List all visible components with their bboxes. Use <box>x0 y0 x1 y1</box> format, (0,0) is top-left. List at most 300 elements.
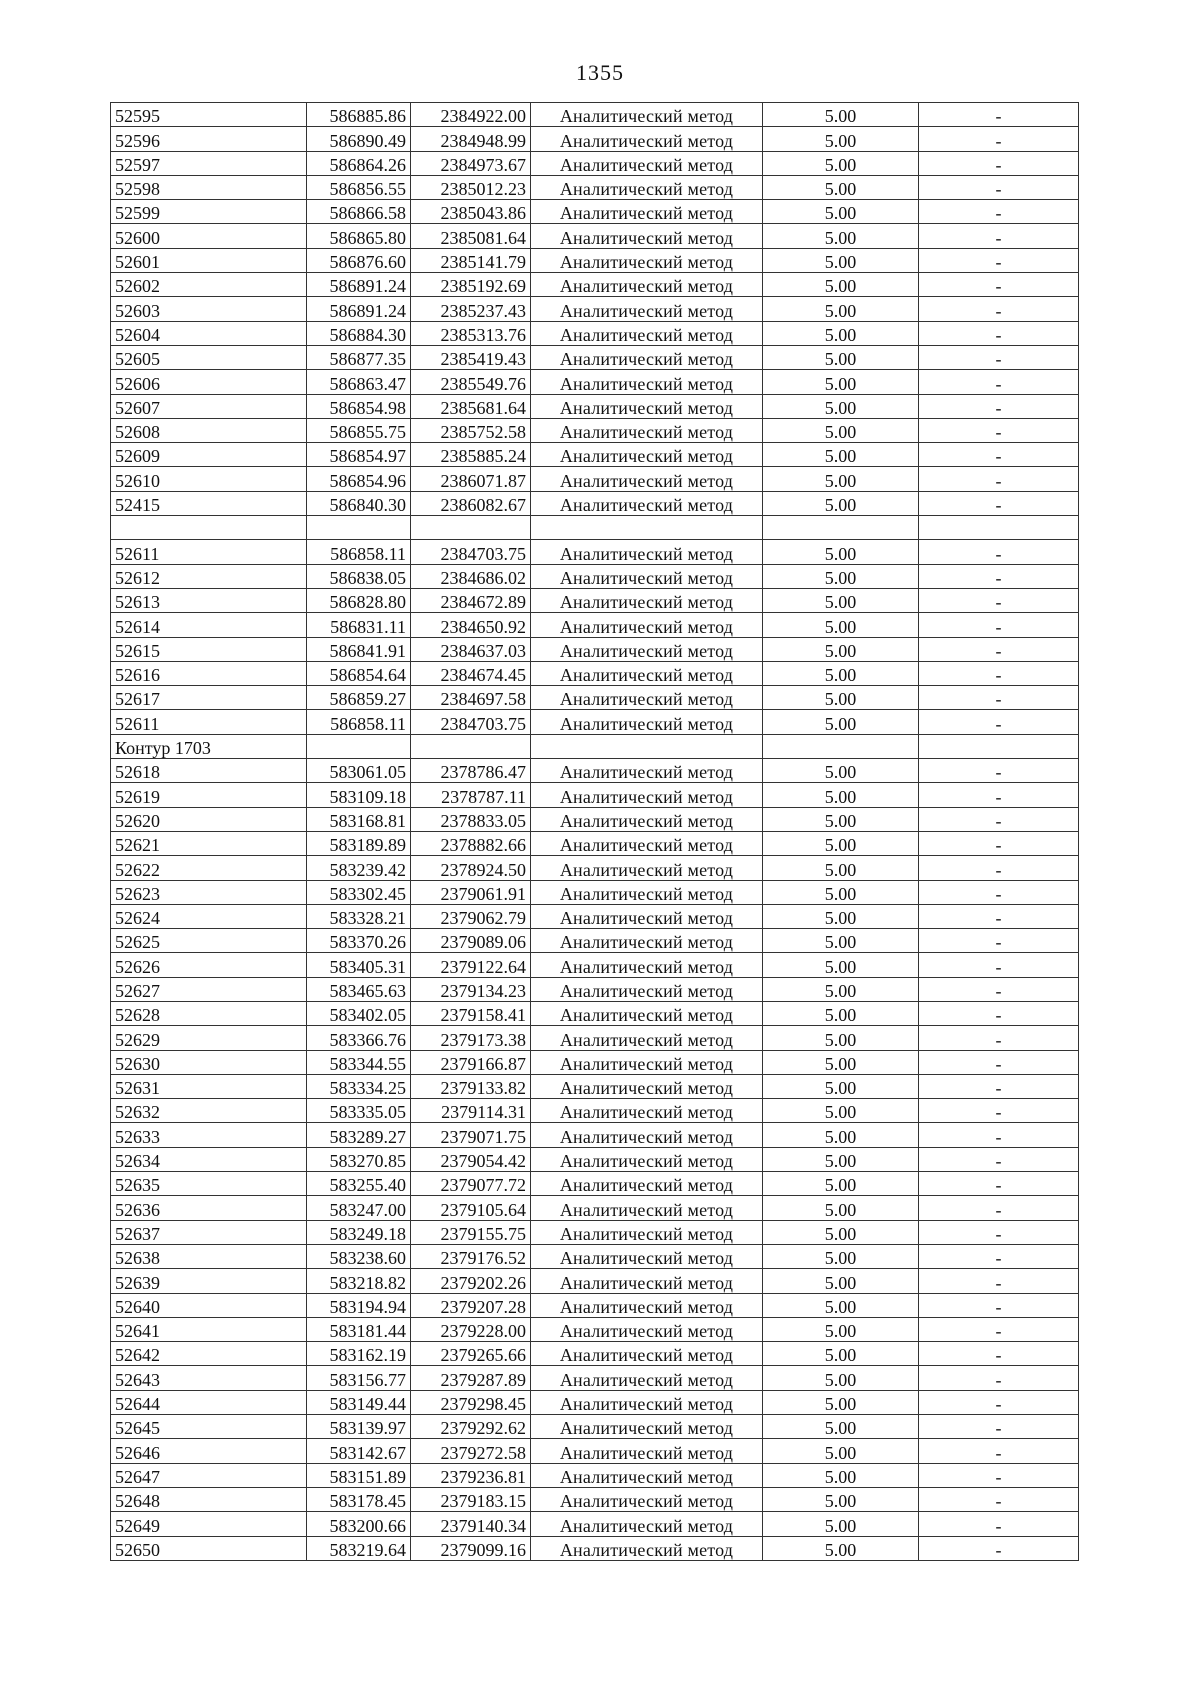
point-number-cell: 52634 <box>111 1147 307 1171</box>
x-coordinate-cell: 583218.82 <box>307 1269 411 1293</box>
note-cell: - <box>919 1512 1079 1536</box>
x-coordinate-cell: 583162.19 <box>307 1342 411 1366</box>
point-number-cell: 52641 <box>111 1317 307 1341</box>
x-coordinate-cell: 583344.55 <box>307 1050 411 1074</box>
note-cell: - <box>919 1536 1079 1560</box>
point-number-cell: 52595 <box>111 103 307 127</box>
y-coordinate-cell: 2379272.58 <box>411 1439 531 1463</box>
table-row <box>111 1001 1079 1025</box>
x-coordinate-cell: 586854.97 <box>307 443 411 467</box>
table-row <box>111 540 1079 564</box>
y-coordinate-cell: 2379158.41 <box>411 1001 531 1025</box>
x-coordinate-cell: 586865.80 <box>307 224 411 248</box>
method-cell <box>531 516 763 540</box>
x-coordinate-cell: 583181.44 <box>307 1317 411 1341</box>
note-cell: - <box>919 103 1079 127</box>
y-coordinate-cell: 2384637.03 <box>411 637 531 661</box>
point-number-cell: 52646 <box>111 1439 307 1463</box>
table-row <box>111 1099 1079 1123</box>
x-coordinate-cell: 583328.21 <box>307 904 411 928</box>
table-row <box>111 248 1079 272</box>
accuracy-cell: 5.00 <box>763 613 919 637</box>
accuracy-cell: 5.00 <box>763 637 919 661</box>
y-coordinate-cell: 2379228.00 <box>411 1317 531 1341</box>
method-cell: Аналитический метод <box>531 929 763 953</box>
note-cell: - <box>919 1293 1079 1317</box>
point-number-cell: 52626 <box>111 953 307 977</box>
x-coordinate-cell: 586858.11 <box>307 540 411 564</box>
table-row <box>111 1123 1079 1147</box>
method-cell: Аналитический метод <box>531 1463 763 1487</box>
note-cell: - <box>919 637 1079 661</box>
x-coordinate-cell: 583289.27 <box>307 1123 411 1147</box>
point-number-cell: 52638 <box>111 1244 307 1268</box>
note-cell: - <box>919 467 1079 491</box>
table-row <box>111 1317 1079 1341</box>
accuracy-cell: 5.00 <box>763 1001 919 1025</box>
point-number-cell: 52415 <box>111 491 307 515</box>
method-cell: Аналитический метод <box>531 1536 763 1560</box>
y-coordinate-cell: 2379133.82 <box>411 1074 531 1098</box>
y-coordinate-cell: 2385549.76 <box>411 370 531 394</box>
point-number-cell: 52629 <box>111 1026 307 1050</box>
x-coordinate-cell: 583249.18 <box>307 1220 411 1244</box>
accuracy-cell: 5.00 <box>763 1147 919 1171</box>
accuracy-cell: 5.00 <box>763 1487 919 1511</box>
x-coordinate-cell: 586854.98 <box>307 394 411 418</box>
method-cell: Аналитический метод <box>531 1123 763 1147</box>
point-number-cell: 52617 <box>111 686 307 710</box>
table-row <box>111 1512 1079 1536</box>
table-row <box>111 1390 1079 1414</box>
x-coordinate-cell: 583061.05 <box>307 759 411 783</box>
accuracy-cell: 5.00 <box>763 1293 919 1317</box>
y-coordinate-cell: 2386082.67 <box>411 491 531 515</box>
method-cell: Аналитический метод <box>531 394 763 418</box>
y-coordinate-cell <box>411 516 531 540</box>
x-coordinate-cell: 586859.27 <box>307 686 411 710</box>
x-coordinate-cell: 583238.60 <box>307 1244 411 1268</box>
x-coordinate-cell: 586855.75 <box>307 418 411 442</box>
x-coordinate-cell: 583247.00 <box>307 1196 411 1220</box>
y-coordinate-cell: 2379089.06 <box>411 929 531 953</box>
point-number-cell: 52642 <box>111 1342 307 1366</box>
y-coordinate-cell: 2385081.64 <box>411 224 531 248</box>
point-number-cell: 52604 <box>111 321 307 345</box>
y-coordinate-cell: 2385192.69 <box>411 273 531 297</box>
x-coordinate-cell: 586863.47 <box>307 370 411 394</box>
y-coordinate-cell: 2385012.23 <box>411 175 531 199</box>
method-cell: Аналитический метод <box>531 953 763 977</box>
table-row <box>111 175 1079 199</box>
method-cell: Аналитический метод <box>531 1317 763 1341</box>
accuracy-cell <box>763 734 919 758</box>
x-coordinate-cell: 586885.86 <box>307 103 411 127</box>
table-row <box>111 1342 1079 1366</box>
x-coordinate-cell <box>307 516 411 540</box>
point-number-cell: 52601 <box>111 248 307 272</box>
y-coordinate-cell: 2378882.66 <box>411 831 531 855</box>
x-coordinate-cell: 583334.25 <box>307 1074 411 1098</box>
x-coordinate-cell: 583178.45 <box>307 1487 411 1511</box>
accuracy-cell: 5.00 <box>763 321 919 345</box>
method-cell: Аналитический метод <box>531 661 763 685</box>
accuracy-cell: 5.00 <box>763 807 919 831</box>
method-cell: Аналитический метод <box>531 1487 763 1511</box>
table-row <box>111 1220 1079 1244</box>
table-row <box>111 1487 1079 1511</box>
note-cell: - <box>919 929 1079 953</box>
note-cell: - <box>919 224 1079 248</box>
x-coordinate-cell <box>307 734 411 758</box>
note-cell: - <box>919 491 1079 515</box>
accuracy-cell: 5.00 <box>763 564 919 588</box>
y-coordinate-cell: 2384674.45 <box>411 661 531 685</box>
note-cell: - <box>919 1147 1079 1171</box>
y-coordinate-cell: 2379207.28 <box>411 1293 531 1317</box>
accuracy-cell: 5.00 <box>763 831 919 855</box>
point-number-cell: Контур 1703 <box>111 734 307 758</box>
y-coordinate-cell: 2385313.76 <box>411 321 531 345</box>
accuracy-cell <box>763 516 919 540</box>
point-number-cell: 52623 <box>111 880 307 904</box>
accuracy-cell: 5.00 <box>763 1463 919 1487</box>
x-coordinate-cell: 586854.96 <box>307 467 411 491</box>
table-row <box>111 1366 1079 1390</box>
note-cell: - <box>919 1001 1079 1025</box>
table-row <box>111 929 1079 953</box>
y-coordinate-cell: 2384703.75 <box>411 540 531 564</box>
method-cell: Аналитический метод <box>531 710 763 734</box>
method-cell: Аналитический метод <box>531 1366 763 1390</box>
note-cell: - <box>919 345 1079 369</box>
point-number-cell: 52628 <box>111 1001 307 1025</box>
method-cell: Аналитический метод <box>531 127 763 151</box>
method-cell: Аналитический метод <box>531 200 763 224</box>
x-coordinate-cell: 583149.44 <box>307 1390 411 1414</box>
point-number-cell: 52613 <box>111 588 307 612</box>
y-coordinate-cell: 2385419.43 <box>411 345 531 369</box>
table-row <box>111 1415 1079 1439</box>
y-coordinate-cell: 2384922.00 <box>411 103 531 127</box>
method-cell: Аналитический метод <box>531 248 763 272</box>
accuracy-cell: 5.00 <box>763 1050 919 1074</box>
accuracy-cell: 5.00 <box>763 1415 919 1439</box>
table-row <box>111 1293 1079 1317</box>
table-row <box>111 418 1079 442</box>
x-coordinate-cell: 583302.45 <box>307 880 411 904</box>
y-coordinate-cell <box>411 734 531 758</box>
note-cell: - <box>919 807 1079 831</box>
method-cell: Аналитический метод <box>531 1293 763 1317</box>
x-coordinate-cell: 583465.63 <box>307 977 411 1001</box>
accuracy-cell: 5.00 <box>763 904 919 928</box>
x-coordinate-cell: 586856.55 <box>307 175 411 199</box>
note-cell: - <box>919 1269 1079 1293</box>
point-number-cell: 52632 <box>111 1099 307 1123</box>
page-number: 1355 <box>576 60 624 85</box>
point-number-cell: 52608 <box>111 418 307 442</box>
note-cell: - <box>919 200 1079 224</box>
point-number-cell: 52602 <box>111 273 307 297</box>
method-cell: Аналитический метод <box>531 103 763 127</box>
accuracy-cell: 5.00 <box>763 1244 919 1268</box>
x-coordinate-cell: 586831.11 <box>307 613 411 637</box>
table-row <box>111 491 1079 515</box>
accuracy-cell: 5.00 <box>763 856 919 880</box>
y-coordinate-cell: 2379155.75 <box>411 1220 531 1244</box>
accuracy-cell: 5.00 <box>763 1390 919 1414</box>
point-number-cell: 52637 <box>111 1220 307 1244</box>
accuracy-cell: 5.00 <box>763 759 919 783</box>
accuracy-cell: 5.00 <box>763 953 919 977</box>
method-cell: Аналитический метод <box>531 370 763 394</box>
note-cell: - <box>919 1366 1079 1390</box>
y-coordinate-cell: 2385885.24 <box>411 443 531 467</box>
accuracy-cell: 5.00 <box>763 224 919 248</box>
y-coordinate-cell: 2379140.34 <box>411 1512 531 1536</box>
method-cell: Аналитический метод <box>531 1390 763 1414</box>
point-number-cell: 52600 <box>111 224 307 248</box>
table-row <box>111 807 1079 831</box>
note-cell: - <box>919 977 1079 1001</box>
note-cell: - <box>919 273 1079 297</box>
accuracy-cell: 5.00 <box>763 783 919 807</box>
point-number-cell: 52643 <box>111 1366 307 1390</box>
x-coordinate-cell: 583151.89 <box>307 1463 411 1487</box>
point-number-cell: 52624 <box>111 904 307 928</box>
note-cell: - <box>919 953 1079 977</box>
x-coordinate-cell: 583402.05 <box>307 1001 411 1025</box>
accuracy-cell: 5.00 <box>763 686 919 710</box>
x-coordinate-cell: 586890.49 <box>307 127 411 151</box>
method-cell: Аналитический метод <box>531 297 763 321</box>
method-cell: Аналитический метод <box>531 807 763 831</box>
x-coordinate-cell: 583255.40 <box>307 1172 411 1196</box>
point-number-cell: 52615 <box>111 637 307 661</box>
x-coordinate-cell: 586866.58 <box>307 200 411 224</box>
accuracy-cell: 5.00 <box>763 1220 919 1244</box>
y-coordinate-cell: 2379062.79 <box>411 904 531 928</box>
point-number-cell: 52612 <box>111 564 307 588</box>
x-coordinate-cell: 583270.85 <box>307 1147 411 1171</box>
accuracy-cell: 5.00 <box>763 540 919 564</box>
point-number-cell: 52645 <box>111 1415 307 1439</box>
y-coordinate-cell: 2379236.81 <box>411 1463 531 1487</box>
table-row <box>111 1463 1079 1487</box>
table-row <box>111 1244 1079 1268</box>
point-number-cell: 52611 <box>111 710 307 734</box>
point-number-cell: 52649 <box>111 1512 307 1536</box>
note-cell: - <box>919 443 1079 467</box>
table-row <box>111 759 1079 783</box>
point-number-cell: 52611 <box>111 540 307 564</box>
x-coordinate-cell: 586877.35 <box>307 345 411 369</box>
point-number-cell <box>111 516 307 540</box>
method-cell: Аналитический метод <box>531 686 763 710</box>
y-coordinate-cell: 2379183.15 <box>411 1487 531 1511</box>
note-cell: - <box>919 1123 1079 1147</box>
accuracy-cell: 5.00 <box>763 248 919 272</box>
table-row <box>111 1050 1079 1074</box>
method-cell: Аналитический метод <box>531 759 763 783</box>
accuracy-cell: 5.00 <box>763 1269 919 1293</box>
point-number-cell: 52625 <box>111 929 307 953</box>
point-number-cell: 52650 <box>111 1536 307 1560</box>
table-row <box>111 345 1079 369</box>
note-cell: - <box>919 1196 1079 1220</box>
x-coordinate-cell: 583335.05 <box>307 1099 411 1123</box>
accuracy-cell: 5.00 <box>763 151 919 175</box>
x-coordinate-cell: 586891.24 <box>307 273 411 297</box>
y-coordinate-cell: 2384650.92 <box>411 613 531 637</box>
method-cell: Аналитический метод <box>531 1342 763 1366</box>
y-coordinate-cell: 2379292.62 <box>411 1415 531 1439</box>
x-coordinate-cell: 583109.18 <box>307 783 411 807</box>
table-row <box>111 103 1079 127</box>
accuracy-cell: 5.00 <box>763 1196 919 1220</box>
accuracy-cell: 5.00 <box>763 929 919 953</box>
method-cell: Аналитический метод <box>531 443 763 467</box>
y-coordinate-cell: 2379077.72 <box>411 1172 531 1196</box>
method-cell: Аналитический метод <box>531 613 763 637</box>
method-cell: Аналитический метод <box>531 273 763 297</box>
accuracy-cell: 5.00 <box>763 1074 919 1098</box>
accuracy-cell: 5.00 <box>763 394 919 418</box>
y-coordinate-cell: 2379173.38 <box>411 1026 531 1050</box>
y-coordinate-cell: 2379099.16 <box>411 1536 531 1560</box>
accuracy-cell: 5.00 <box>763 588 919 612</box>
note-cell: - <box>919 613 1079 637</box>
note-cell: - <box>919 588 1079 612</box>
coordinates-table <box>110 102 1079 1561</box>
coordinates-table-body <box>111 103 1079 1561</box>
point-number-cell: 52603 <box>111 297 307 321</box>
point-number-cell: 52596 <box>111 127 307 151</box>
note-cell: - <box>919 1050 1079 1074</box>
note-cell: - <box>919 321 1079 345</box>
accuracy-cell: 5.00 <box>763 1439 919 1463</box>
note-cell: - <box>919 759 1079 783</box>
table-row <box>111 443 1079 467</box>
y-coordinate-cell: 2379061.91 <box>411 880 531 904</box>
table-row <box>111 321 1079 345</box>
table-row <box>111 880 1079 904</box>
note-cell: - <box>919 248 1079 272</box>
x-coordinate-cell: 583168.81 <box>307 807 411 831</box>
method-cell: Аналитический метод <box>531 588 763 612</box>
x-coordinate-cell: 583156.77 <box>307 1366 411 1390</box>
method-cell: Аналитический метод <box>531 1244 763 1268</box>
note-cell <box>919 516 1079 540</box>
method-cell: Аналитический метод <box>531 1001 763 1025</box>
table-row <box>111 394 1079 418</box>
y-coordinate-cell: 2379287.89 <box>411 1366 531 1390</box>
method-cell: Аналитический метод <box>531 467 763 491</box>
y-coordinate-cell: 2386071.87 <box>411 467 531 491</box>
note-cell: - <box>919 710 1079 734</box>
note-cell: - <box>919 831 1079 855</box>
y-coordinate-cell: 2379298.45 <box>411 1390 531 1414</box>
accuracy-cell: 5.00 <box>763 297 919 321</box>
method-cell: Аналитический метод <box>531 1147 763 1171</box>
point-number-cell: 52648 <box>111 1487 307 1511</box>
table-row <box>111 224 1079 248</box>
note-cell: - <box>919 370 1079 394</box>
y-coordinate-cell: 2384672.89 <box>411 588 531 612</box>
table-row <box>111 1536 1079 1560</box>
table-row <box>111 151 1079 175</box>
y-coordinate-cell: 2384948.99 <box>411 127 531 151</box>
method-cell: Аналитический метод <box>531 1196 763 1220</box>
table-row <box>111 200 1079 224</box>
accuracy-cell: 5.00 <box>763 661 919 685</box>
point-number-cell: 52614 <box>111 613 307 637</box>
accuracy-cell: 5.00 <box>763 103 919 127</box>
accuracy-cell: 5.00 <box>763 443 919 467</box>
method-cell: Аналитический метод <box>531 491 763 515</box>
method-cell: Аналитический метод <box>531 321 763 345</box>
method-cell: Аналитический метод <box>531 880 763 904</box>
table-row <box>111 637 1079 661</box>
note-cell: - <box>919 418 1079 442</box>
y-coordinate-cell: 2384697.58 <box>411 686 531 710</box>
y-coordinate-cell: 2385752.58 <box>411 418 531 442</box>
note-cell: - <box>919 1439 1079 1463</box>
note-cell: - <box>919 1172 1079 1196</box>
x-coordinate-cell: 586854.64 <box>307 661 411 685</box>
y-coordinate-cell: 2379202.26 <box>411 1269 531 1293</box>
point-number-cell: 52599 <box>111 200 307 224</box>
method-cell: Аналитический метод <box>531 1074 763 1098</box>
method-cell: Аналитический метод <box>531 224 763 248</box>
method-cell: Аналитический метод <box>531 904 763 928</box>
x-coordinate-cell: 583139.97 <box>307 1415 411 1439</box>
x-coordinate-cell: 586891.24 <box>307 297 411 321</box>
y-coordinate-cell: 2379122.64 <box>411 953 531 977</box>
x-coordinate-cell: 583370.26 <box>307 929 411 953</box>
method-cell: Аналитический метод <box>531 783 763 807</box>
accuracy-cell: 5.00 <box>763 1536 919 1560</box>
accuracy-cell: 5.00 <box>763 1317 919 1341</box>
point-number-cell: 52640 <box>111 1293 307 1317</box>
accuracy-cell: 5.00 <box>763 880 919 904</box>
table-row <box>111 1196 1079 1220</box>
x-coordinate-cell: 583200.66 <box>307 1512 411 1536</box>
point-number-cell: 52610 <box>111 467 307 491</box>
y-coordinate-cell: 2385681.64 <box>411 394 531 418</box>
point-number-cell: 52644 <box>111 1390 307 1414</box>
note-cell: - <box>919 783 1079 807</box>
note-cell: - <box>919 1390 1079 1414</box>
point-number-cell: 52636 <box>111 1196 307 1220</box>
method-cell: Аналитический метод <box>531 1512 763 1536</box>
y-coordinate-cell: 2379071.75 <box>411 1123 531 1147</box>
accuracy-cell: 5.00 <box>763 977 919 1001</box>
method-cell: Аналитический метод <box>531 856 763 880</box>
y-coordinate-cell: 2379166.87 <box>411 1050 531 1074</box>
note-cell: - <box>919 1220 1079 1244</box>
note-cell: - <box>919 880 1079 904</box>
x-coordinate-cell: 583142.67 <box>307 1439 411 1463</box>
note-cell: - <box>919 175 1079 199</box>
note-cell: - <box>919 686 1079 710</box>
note-cell: - <box>919 564 1079 588</box>
table-row <box>111 1026 1079 1050</box>
accuracy-cell: 5.00 <box>763 710 919 734</box>
y-coordinate-cell: 2379054.42 <box>411 1147 531 1171</box>
point-number-cell: 52622 <box>111 856 307 880</box>
